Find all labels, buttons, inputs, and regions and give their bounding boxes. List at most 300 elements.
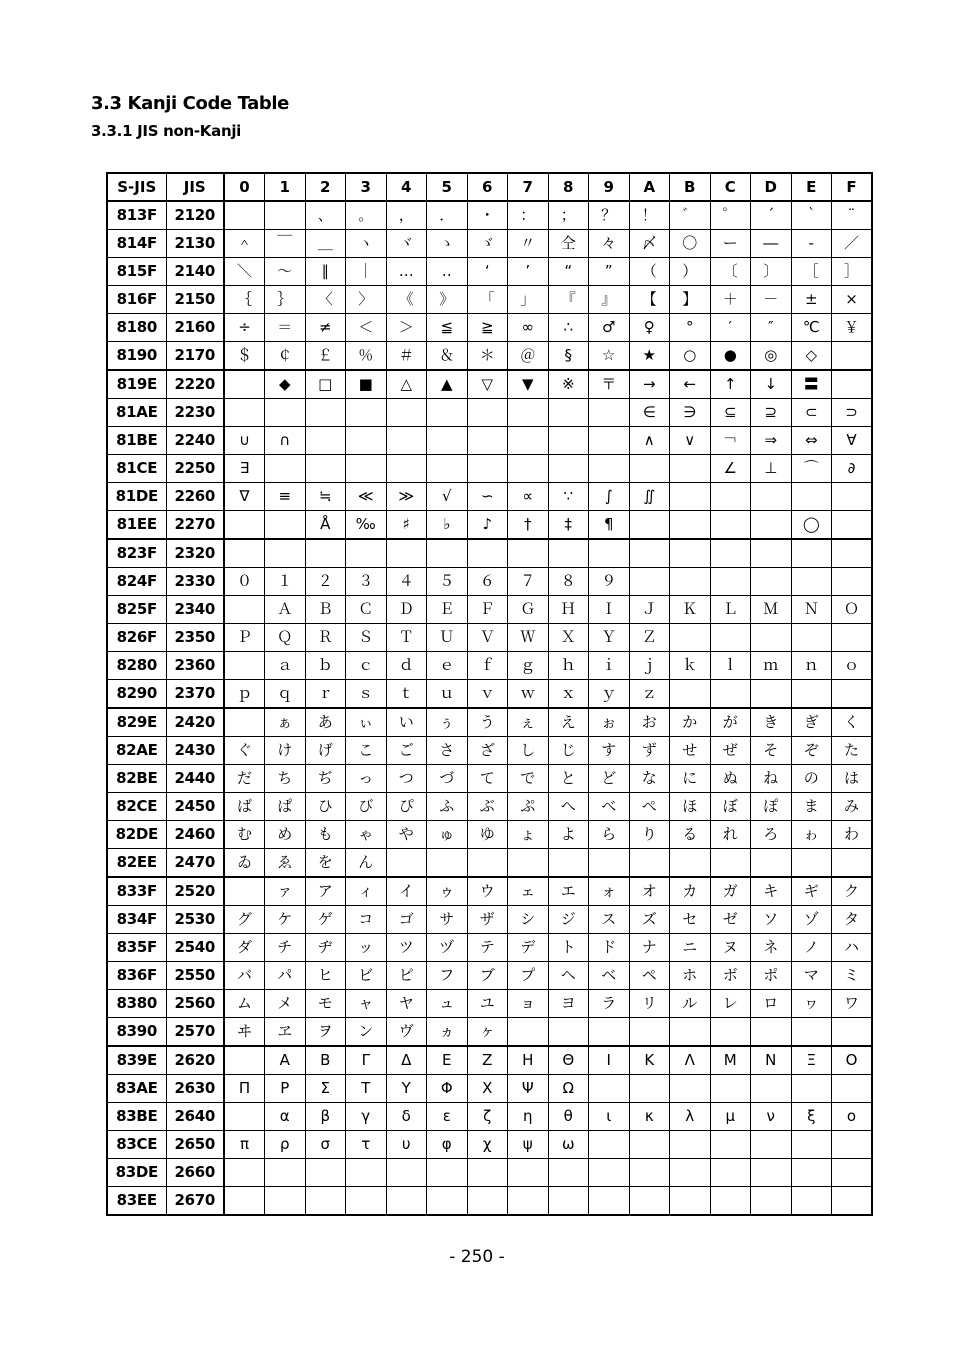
character-cell: ◎ xyxy=(751,342,792,371)
character-cell: ヂ xyxy=(305,934,346,962)
character-cell xyxy=(629,1131,670,1159)
character-cell: ヒ xyxy=(305,962,346,990)
sjis-code-cell: 839E xyxy=(107,1046,166,1075)
column-header: C xyxy=(710,173,751,201)
jis-code-cell: 2220 xyxy=(166,370,224,399)
character-cell xyxy=(791,1131,832,1159)
character-cell: α xyxy=(265,1103,306,1131)
character-cell xyxy=(670,539,711,568)
character-cell: Α xyxy=(265,1046,306,1075)
character-cell xyxy=(832,680,873,709)
character-cell xyxy=(791,680,832,709)
character-cell: Κ xyxy=(629,1046,670,1075)
table-row xyxy=(107,1046,872,1075)
character-cell xyxy=(346,427,387,455)
character-cell xyxy=(265,511,306,540)
character-cell: ユ xyxy=(467,990,508,1018)
column-header: 3 xyxy=(346,173,387,201)
jis-code-cell: 2460 xyxy=(166,821,224,849)
character-cell xyxy=(710,568,751,596)
character-cell: ア xyxy=(305,877,346,906)
character-cell: ∥ xyxy=(305,258,346,286)
character-cell: ⊂ xyxy=(791,399,832,427)
table-row xyxy=(107,568,872,596)
character-cell: η xyxy=(508,1103,549,1131)
sjis-code-cell: 815F xyxy=(107,258,166,286)
character-cell xyxy=(670,680,711,709)
sjis-code-cell: 81BE xyxy=(107,427,166,455)
character-cell xyxy=(265,1159,306,1187)
character-cell: 〇 xyxy=(670,230,711,258)
character-cell: ど xyxy=(589,765,630,793)
character-cell: 、 xyxy=(305,201,346,230)
jis-code-cell: 2140 xyxy=(166,258,224,286)
character-cell: ∵ xyxy=(548,483,589,511)
character-cell: ９ xyxy=(589,568,630,596)
character-cell xyxy=(629,1159,670,1187)
character-cell xyxy=(670,1187,711,1216)
character-cell: ［ xyxy=(791,258,832,286)
character-cell: ヱ xyxy=(265,1018,306,1047)
character-cell: ξ xyxy=(791,1103,832,1131)
character-cell: ー xyxy=(710,230,751,258)
character-cell xyxy=(832,1187,873,1216)
character-cell xyxy=(670,568,711,596)
character-cell xyxy=(710,849,751,878)
character-cell: Ｔ xyxy=(386,624,427,652)
jis-code-cell: 2270 xyxy=(166,511,224,540)
character-cell xyxy=(629,511,670,540)
character-cell xyxy=(589,1075,630,1103)
character-cell: ヴ xyxy=(386,1018,427,1047)
character-cell: ‰ xyxy=(346,511,387,540)
character-cell xyxy=(791,1187,832,1216)
character-cell xyxy=(791,539,832,568)
character-cell xyxy=(346,1159,387,1187)
jis-code-cell: 2170 xyxy=(166,342,224,371)
character-cell: は xyxy=(832,765,873,793)
character-cell: ε xyxy=(427,1103,468,1131)
character-cell: ぽ xyxy=(751,793,792,821)
character-cell: ★ xyxy=(629,342,670,371)
character-cell xyxy=(751,1018,792,1047)
character-cell: ゝ xyxy=(427,230,468,258)
character-cell xyxy=(224,1046,265,1075)
character-cell xyxy=(386,1159,427,1187)
character-cell: ガ xyxy=(710,877,751,906)
character-cell: チ xyxy=(265,934,306,962)
character-cell: ＿ xyxy=(305,230,346,258)
character-cell: あ xyxy=(305,708,346,737)
sjis-code-cell: 8380 xyxy=(107,990,166,1018)
character-cell: ％ xyxy=(346,342,387,371)
character-cell: て xyxy=(467,765,508,793)
character-cell: び xyxy=(346,793,387,821)
character-cell xyxy=(467,1159,508,1187)
jis-code-cell: 2640 xyxy=(166,1103,224,1131)
table-header-row xyxy=(107,173,872,201)
character-cell xyxy=(305,1159,346,1187)
character-cell: め xyxy=(265,821,306,849)
character-cell: じ xyxy=(548,737,589,765)
character-cell xyxy=(427,849,468,878)
character-cell: ∂ xyxy=(832,455,873,483)
character-cell: ￥ xyxy=(832,314,873,342)
character-cell: ⊃ xyxy=(832,399,873,427)
character-cell: ネ xyxy=(751,934,792,962)
character-cell xyxy=(265,539,306,568)
character-cell: Ρ xyxy=(265,1075,306,1103)
character-cell: ワ xyxy=(832,990,873,1018)
character-cell: き xyxy=(751,708,792,737)
character-cell: ゃ xyxy=(346,821,387,849)
character-cell: ル xyxy=(670,990,711,1018)
character-cell: を xyxy=(305,849,346,878)
character-cell xyxy=(508,849,549,878)
character-cell: ご xyxy=(386,737,427,765)
character-cell: ふ xyxy=(427,793,468,821)
character-cell: や xyxy=(386,821,427,849)
character-cell: く xyxy=(832,708,873,737)
character-cell xyxy=(670,1018,711,1047)
character-cell xyxy=(224,399,265,427)
character-cell: ト xyxy=(548,934,589,962)
character-cell xyxy=(589,1159,630,1187)
column-header: 4 xyxy=(386,173,427,201)
character-cell: ？ xyxy=(589,201,630,230)
character-cell: ∝ xyxy=(508,483,549,511)
character-cell: ザ xyxy=(467,906,508,934)
table-row xyxy=(107,877,872,906)
column-header: S-JIS xyxy=(107,173,166,201)
column-header: 9 xyxy=(589,173,630,201)
character-cell: 【 xyxy=(629,286,670,314)
character-cell: ぜ xyxy=(710,737,751,765)
character-cell: ｛ xyxy=(224,286,265,314)
character-cell: ０ xyxy=(224,568,265,596)
character-cell: ａ xyxy=(265,652,306,680)
character-cell xyxy=(508,1018,549,1047)
character-cell: ヅ xyxy=(427,934,468,962)
character-cell: Ｋ xyxy=(670,596,711,624)
character-cell: ぐ xyxy=(224,737,265,765)
character-cell: ｔ xyxy=(386,680,427,709)
table-row xyxy=(107,906,872,934)
sjis-code-cell: 83EE xyxy=(107,1187,166,1216)
jis-code-cell: 2670 xyxy=(166,1187,224,1216)
character-cell: ♯ xyxy=(386,511,427,540)
sjis-code-cell: 82DE xyxy=(107,821,166,849)
column-header: F xyxy=(832,173,873,201)
character-cell: だ xyxy=(224,765,265,793)
character-cell: Ｚ xyxy=(629,624,670,652)
character-cell: セ xyxy=(670,906,711,934)
character-cell: グ xyxy=(224,906,265,934)
character-cell: ＠ xyxy=(508,342,549,371)
character-cell: ス xyxy=(589,906,630,934)
character-cell: 『 xyxy=(548,286,589,314)
character-cell: ド xyxy=(589,934,630,962)
character-cell: ん xyxy=(346,849,387,878)
character-cell: 〈 xyxy=(305,286,346,314)
character-cell: ≠ xyxy=(305,314,346,342)
sjis-code-cell: 83CE xyxy=(107,1131,166,1159)
sjis-code-cell: 8290 xyxy=(107,680,166,709)
character-cell: ／ xyxy=(832,230,873,258)
character-cell: ≦ xyxy=(427,314,468,342)
character-cell: リ xyxy=(629,990,670,1018)
character-cell: ∬ xyxy=(629,483,670,511)
character-cell: △ xyxy=(386,370,427,399)
character-cell: ° xyxy=(670,314,711,342)
character-cell: ∇ xyxy=(224,483,265,511)
character-cell: ｐ xyxy=(224,680,265,709)
character-cell: る xyxy=(670,821,711,849)
table-row xyxy=(107,962,872,990)
jis-code-cell: 2260 xyxy=(166,483,224,511)
character-cell: ∧ xyxy=(629,427,670,455)
character-cell: ∨ xyxy=(670,427,711,455)
character-cell: ッ xyxy=(346,934,387,962)
character-cell: Ｐ xyxy=(224,624,265,652)
character-cell: Ｅ xyxy=(427,596,468,624)
character-cell: ￠ xyxy=(265,342,306,371)
character-cell: ＊ xyxy=(467,342,508,371)
character-cell: ｌ xyxy=(710,652,751,680)
character-cell xyxy=(589,427,630,455)
column-header: 8 xyxy=(548,173,589,201)
jis-code-cell: 2150 xyxy=(166,286,224,314)
character-cell: Ο xyxy=(832,1046,873,1075)
table-row xyxy=(107,1103,872,1131)
character-cell: Ｉ xyxy=(589,596,630,624)
character-cell: ｝ xyxy=(265,286,306,314)
table-row xyxy=(107,596,872,624)
jis-code-cell: 2430 xyxy=(166,737,224,765)
character-cell: ・ xyxy=(467,201,508,230)
character-cell: ヘ xyxy=(548,962,589,990)
character-cell: ， xyxy=(386,201,427,230)
character-cell: 》 xyxy=(427,286,468,314)
character-cell: ＃ xyxy=(386,342,427,371)
character-cell: ｎ xyxy=(791,652,832,680)
character-cell: 〓 xyxy=(791,370,832,399)
character-cell: ♂ xyxy=(589,314,630,342)
character-cell: ポ xyxy=(751,962,792,990)
character-cell xyxy=(710,1159,751,1187)
character-cell xyxy=(670,1075,711,1103)
character-cell xyxy=(467,539,508,568)
character-cell: ♭ xyxy=(427,511,468,540)
character-cell: ＾ xyxy=(224,230,265,258)
character-cell: Ｊ xyxy=(629,596,670,624)
character-cell: Θ xyxy=(548,1046,589,1075)
character-cell: ～ xyxy=(265,258,306,286)
character-cell: ι xyxy=(589,1103,630,1131)
character-cell: 。 xyxy=(346,201,387,230)
character-cell: ミ xyxy=(832,962,873,990)
character-cell xyxy=(832,568,873,596)
character-cell: ブ xyxy=(467,962,508,990)
jis-code-cell: 2160 xyxy=(166,314,224,342)
character-cell xyxy=(589,1131,630,1159)
character-cell: ７ xyxy=(508,568,549,596)
character-cell: ょ xyxy=(508,821,549,849)
character-cell: ∈ xyxy=(629,399,670,427)
character-cell: κ xyxy=(629,1103,670,1131)
character-cell: ビ xyxy=(346,962,387,990)
sjis-code-cell: 82BE xyxy=(107,765,166,793)
character-cell xyxy=(224,596,265,624)
character-cell: う xyxy=(467,708,508,737)
character-cell: ‘ xyxy=(467,258,508,286)
character-cell: ◇ xyxy=(791,342,832,371)
character-cell: キ xyxy=(751,877,792,906)
character-cell: ケ xyxy=(265,906,306,934)
jis-code-cell: 2250 xyxy=(166,455,224,483)
character-cell: ヤ xyxy=(386,990,427,1018)
jis-code-cell: 2130 xyxy=(166,230,224,258)
column-header: A xyxy=(629,173,670,201)
jis-code-cell: 2240 xyxy=(166,427,224,455)
character-cell: ∪ xyxy=(224,427,265,455)
column-header: JIS xyxy=(166,173,224,201)
sjis-code-cell: 829E xyxy=(107,708,166,737)
character-cell xyxy=(548,1018,589,1047)
character-cell: Ｒ xyxy=(305,624,346,652)
character-cell: ぎ xyxy=(791,708,832,737)
jis-code-cell: 2530 xyxy=(166,906,224,934)
sjis-code-cell: 8180 xyxy=(107,314,166,342)
character-cell xyxy=(710,624,751,652)
character-cell: Υ xyxy=(386,1075,427,1103)
character-cell: ｄ xyxy=(386,652,427,680)
character-cell xyxy=(751,539,792,568)
table-row xyxy=(107,483,872,511)
character-cell: ォ xyxy=(589,877,630,906)
character-cell: ＆ xyxy=(427,342,468,371)
character-cell: ” xyxy=(589,258,630,286)
table-row xyxy=(107,370,872,399)
character-cell: τ xyxy=(346,1131,387,1159)
character-cell: ］ xyxy=(832,258,873,286)
character-cell: ぺ xyxy=(629,793,670,821)
character-cell xyxy=(508,399,549,427)
character-cell: ； xyxy=(548,201,589,230)
character-cell: テ xyxy=(467,934,508,962)
character-cell: ≡ xyxy=(265,483,306,511)
character-cell: 〆 xyxy=(629,230,670,258)
character-cell: ゑ xyxy=(265,849,306,878)
character-cell xyxy=(548,399,589,427)
jis-code-cell: 2420 xyxy=(166,708,224,737)
character-cell: ≒ xyxy=(305,483,346,511)
character-cell xyxy=(548,1159,589,1187)
character-cell: そ xyxy=(751,737,792,765)
character-cell xyxy=(265,399,306,427)
sjis-code-cell: 8190 xyxy=(107,342,166,371)
character-cell: ｖ xyxy=(467,680,508,709)
character-cell: り xyxy=(629,821,670,849)
character-cell: よ xyxy=(548,821,589,849)
character-cell: フ xyxy=(427,962,468,990)
character-cell: レ xyxy=(710,990,751,1018)
character-cell: ４ xyxy=(386,568,427,596)
jis-code-cell: 2550 xyxy=(166,962,224,990)
character-cell: ο xyxy=(832,1103,873,1131)
table-row xyxy=(107,1131,872,1159)
character-cell: ▼ xyxy=(508,370,549,399)
character-cell xyxy=(832,370,873,399)
character-cell: ノ xyxy=(791,934,832,962)
column-header: B xyxy=(670,173,711,201)
table-row xyxy=(107,230,872,258)
table-row xyxy=(107,1018,872,1047)
character-cell xyxy=(508,455,549,483)
character-cell xyxy=(386,849,427,878)
character-cell xyxy=(427,399,468,427)
character-cell: … xyxy=(386,258,427,286)
table-row xyxy=(107,680,872,709)
character-cell xyxy=(589,455,630,483)
character-cell xyxy=(629,455,670,483)
character-cell: ！ xyxy=(629,201,670,230)
table-row xyxy=(107,342,872,371)
character-cell: Ｆ xyxy=(467,596,508,624)
table-row xyxy=(107,1187,872,1216)
character-cell: 〒 xyxy=(589,370,630,399)
character-cell: ∞ xyxy=(508,314,549,342)
character-cell: ク xyxy=(832,877,873,906)
character-cell: ゴ xyxy=(386,906,427,934)
character-cell: λ xyxy=(670,1103,711,1131)
character-cell: → xyxy=(629,370,670,399)
character-cell: Ｗ xyxy=(508,624,549,652)
character-cell: ρ xyxy=(265,1131,306,1159)
character-cell: す xyxy=(589,737,630,765)
character-cell: ｍ xyxy=(751,652,792,680)
table-row xyxy=(107,737,872,765)
character-cell: ◯ xyxy=(791,511,832,540)
character-cell xyxy=(508,539,549,568)
character-cell xyxy=(751,483,792,511)
character-cell xyxy=(751,680,792,709)
character-cell xyxy=(427,539,468,568)
character-cell xyxy=(548,539,589,568)
jis-code-cell: 2230 xyxy=(166,399,224,427)
character-cell: ＝ xyxy=(265,314,306,342)
character-cell: ▲ xyxy=(427,370,468,399)
character-cell: ´ xyxy=(751,201,792,230)
character-cell: ボ xyxy=(710,962,751,990)
character-cell xyxy=(467,849,508,878)
character-cell: ν xyxy=(751,1103,792,1131)
character-cell: ∴ xyxy=(548,314,589,342)
character-cell xyxy=(791,1159,832,1187)
character-cell: Ｃ xyxy=(346,596,387,624)
sjis-code-cell: 834F xyxy=(107,906,166,934)
character-cell: ら xyxy=(589,821,630,849)
character-cell: Ψ xyxy=(508,1075,549,1103)
character-cell: ＄ xyxy=(224,342,265,371)
sjis-code-cell: 82AE xyxy=(107,737,166,765)
character-cell: ニ xyxy=(670,934,711,962)
character-cell: ψ xyxy=(508,1131,549,1159)
character-cell: ≪ xyxy=(346,483,387,511)
character-cell xyxy=(548,849,589,878)
character-cell: ば xyxy=(224,793,265,821)
character-cell xyxy=(224,877,265,906)
